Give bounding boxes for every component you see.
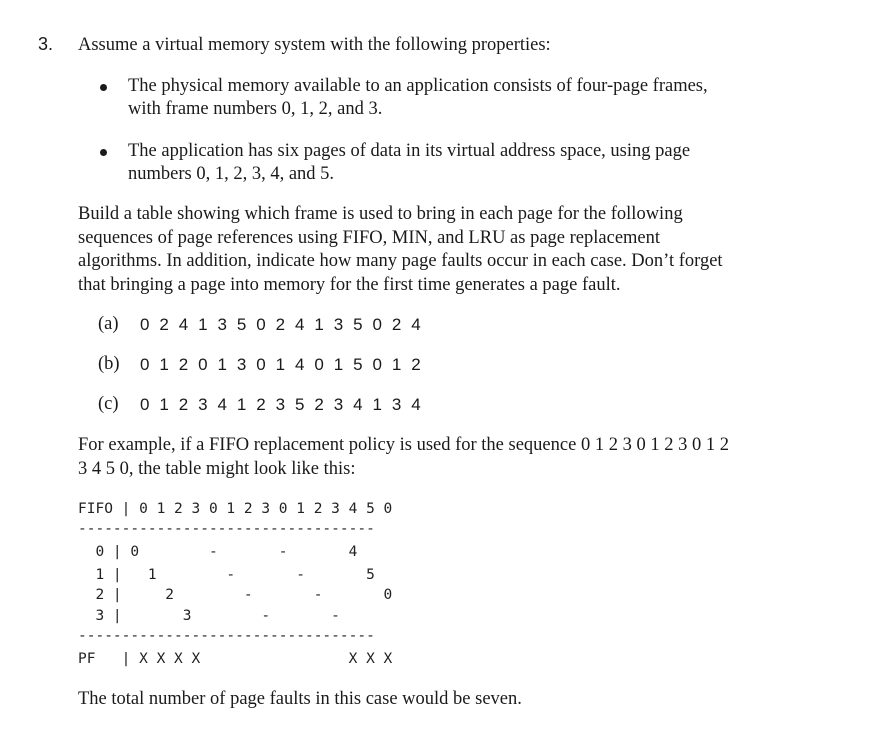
example-table-divider-bottom: ---------------------------------- bbox=[78, 628, 375, 644]
instructions-line-1: Build a table showing which frame is used to bring in each page for the following bbox=[78, 204, 683, 224]
question-number: 3. bbox=[38, 34, 54, 54]
instructions-line-2: sequences of page references using FIFO, MIN, and LRU as page replacement bbox=[78, 228, 661, 248]
example-table-row-frame-0: 0 | 0 - - 4 bbox=[78, 544, 358, 560]
sequence-a-label: (a) bbox=[98, 314, 119, 334]
sequence-b-values: 0 1 2 0 1 3 0 1 4 0 1 5 0 1 2 bbox=[140, 355, 424, 374]
example-table-row-frame-2: 2 | 2 - - 0 bbox=[78, 587, 393, 603]
bullet-dot bbox=[100, 84, 107, 91]
bullet-2-line-1: The application has six pages of data in its virtual address space, using page bbox=[128, 141, 691, 161]
example-table-divider: ---------------------------------- bbox=[78, 521, 375, 537]
example-line-1: For example, if a FIFO replacement policy is used for the sequence 0 1 2 3 0 1 2 3 0 1 2 bbox=[78, 435, 729, 455]
example-table-row-frame-3: 3 | 3 - - bbox=[78, 608, 340, 624]
sequence-a-values: 0 2 4 1 3 5 0 2 4 1 3 5 0 2 4 bbox=[140, 315, 424, 334]
example-table-header: FIFO | 0 1 2 3 0 1 2 3 0 1 2 3 4 5 0 bbox=[78, 501, 393, 517]
example-table-row-frame-1: 1 | 1 - - 5 bbox=[78, 567, 375, 583]
conclusion-text: The total number of page faults in this case would be seven. bbox=[78, 689, 522, 709]
sequence-c-label: (c) bbox=[98, 394, 119, 414]
question-intro: Assume a virtual memory system with the following properties: bbox=[78, 35, 551, 55]
bullet-1-line-2: with frame numbers 0, 1, 2, and 3. bbox=[128, 99, 383, 119]
bullet-dot bbox=[100, 149, 107, 156]
example-table-page-faults: PF | X X X X X X X bbox=[78, 651, 393, 667]
bullet-2-line-2: numbers 0, 1, 2, 3, 4, and 5. bbox=[128, 164, 335, 184]
instructions-line-4: that bringing a page into memory for the first time generates a page fault. bbox=[78, 275, 621, 295]
sequence-b-label: (b) bbox=[98, 354, 120, 374]
instructions-line-3: algorithms. In addition, indicate how many page faults occur in each case. Don’t forget bbox=[78, 251, 723, 271]
example-line-2: 3 4 5 0, the table might look like this: bbox=[78, 459, 356, 479]
sequence-c-values: 0 1 2 3 4 1 2 3 5 2 3 4 1 3 4 bbox=[140, 395, 424, 414]
bullet-1-line-1: The physical memory available to an application consists of four-page frames, bbox=[128, 76, 708, 96]
